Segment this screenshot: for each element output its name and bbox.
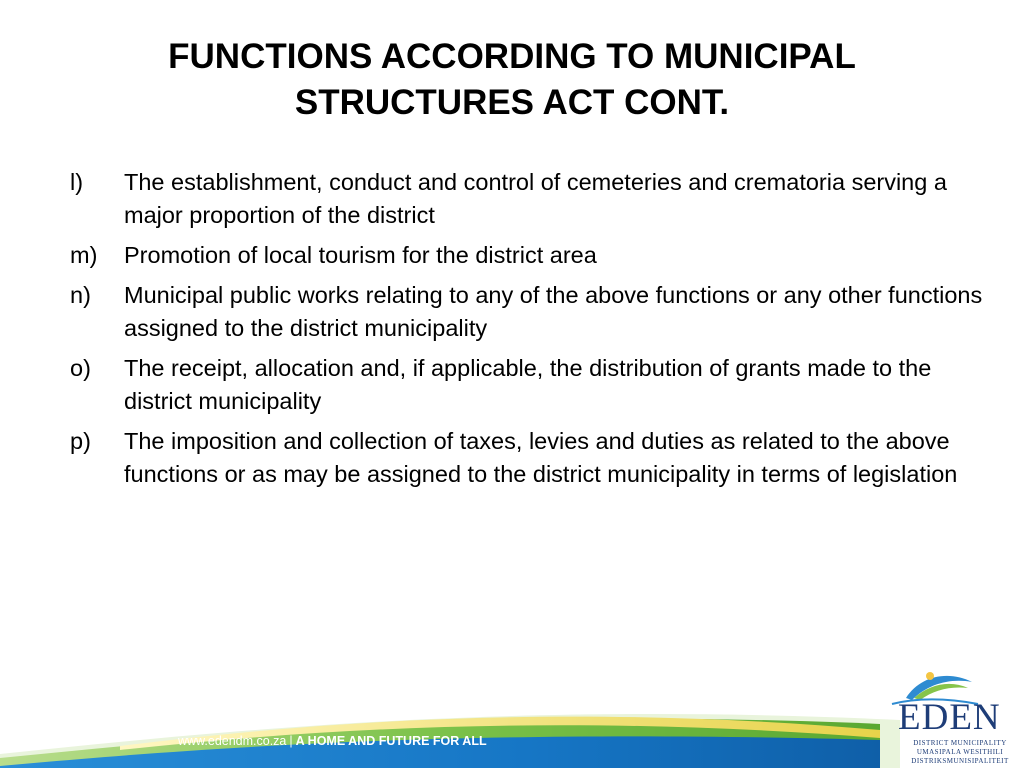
footer-banner — [0, 658, 1024, 768]
list-marker: p) — [70, 428, 91, 454]
slide-title — [60, 34, 964, 126]
footer-url-link[interactable]: www.edendm.co.za — [178, 734, 287, 748]
functions-list — [70, 166, 990, 498]
title-line-2: STRUCTURES ACT CONT. — [294, 83, 730, 122]
logo-subtitle-3: DISTRIKSMUNISIPALITEIT — [911, 757, 1009, 765]
list-item-text: Promotion of local tourism for the district area — [124, 242, 597, 268]
list-item — [70, 239, 990, 272]
logo-wordmark: EDEN — [898, 697, 1001, 738]
list-marker: o) — [70, 355, 91, 381]
eden-logo — [886, 668, 1024, 768]
list-item — [70, 352, 990, 418]
list-item-text: The establishment, conduct and control of cemeteries and crematoria serving a major proportion of the district — [124, 169, 947, 228]
footer-text — [178, 734, 487, 748]
list-item — [70, 279, 990, 345]
list-item-text: The receipt, allocation and, if applicable, the distribution of grants made to the district municipality — [124, 355, 932, 414]
title-line-1: FUNCTIONS ACCORDING TO MUNICIPAL — [168, 37, 856, 76]
list-item — [70, 166, 990, 232]
list-marker: m) — [70, 242, 98, 268]
list-item-text: The imposition and collection of taxes, levies and duties as related to the above functions or as may be assigned to the district municipality in terms of legislation — [124, 428, 958, 487]
list-item — [70, 425, 990, 491]
list-item-text: Municipal public works relating to any of the above functions or any other functions assigned to the district municipality — [124, 282, 983, 341]
logo-subtitle-1: DISTRICT MUNICIPALITY — [913, 739, 1007, 747]
footer-tagline: A HOME AND FUTURE FOR ALL — [295, 734, 487, 748]
list-marker: n) — [70, 282, 91, 308]
logo-subtitle-2: UMASIPALA WESITHILI — [916, 748, 1004, 756]
footer-wave-graphic — [0, 658, 1024, 768]
list-marker: l) — [70, 169, 84, 195]
footer-separator: | — [289, 734, 293, 748]
